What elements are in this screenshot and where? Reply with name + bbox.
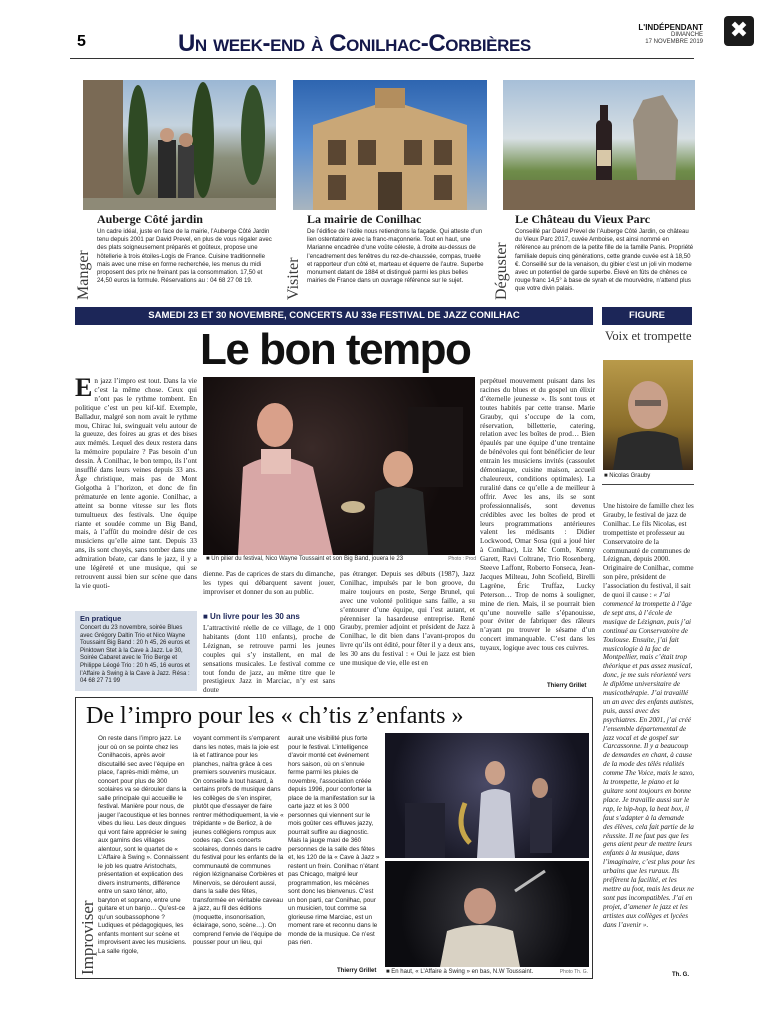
label-deguster: Déguster [493,242,510,300]
headline: Le bon tempo [200,325,471,374]
toussaint-photo [385,861,589,967]
impro-title: De l’impro pour les « ch’tis z’enfants » [86,703,464,729]
header-rule [70,58,694,59]
page-number: 5 [77,33,86,50]
chateau-title: Le Château du Vieux Parc [515,212,651,226]
figure-photo-caption: ■ Nicolas Grauby [604,473,651,479]
impro-col-2: voyant comment ils s’emparent dans les notes, mais la joie est là et l’attirance pour les planches, naîtra grâce à ces premiers souvenirs musicaux. On conseille à tout hasard, à certains profs de musique dans les collèges de s’en inspirer, plutôt que d’essayer de faire rentrer méthodiquement, la vie « trépidante » de Berlioz, à de jeunes collégiens rompus aux codes rap. Ces concerts scolaires, donnés dans le cadre du festival pour les enfants de la communauté de communes région lézignanaise Corbières et Minervois, se déroulent aussi, dans la salle des fêtes, transformée en véritable caveau à jazz, au fil des éditions (moquette, insonorisation, éclairage, sono, scène…). On comprend l’envie de l’équipe de pousser pour un lieu, qui [193,735,284,946]
impro-col-3: aurait une visibilité plus forte pour le festival. L’intelligence d’avoir monté cet événement hors saison, où on s’ennuie ferme parmi les pluies de novembre, l’association créée depuis 1996, pour conforter la place de la manifestation sur la carte jazz et les 3 000 personnes qui viennent sur le mois goûter ces effluves jazzy, pourrait suffire au diagnostic. Mais la jauge maxi de 360 personnes de la salle des fêtes et, les 120 de la « Cave à Jazz » restent un frein. Conilhac n’étant pas Chicago, malgré leur programmation, les mécènes sont donc les bienvenus. C’est un bon parti, car Conilhac, pour un musicien, tout comme sa glorieuse rime Marciac, est un moment rare et reconnu dans le monde de la musique. Ce n’est pas rien. [288,735,380,946]
figure-signature: Th. G. [672,972,689,978]
impro-photo-credit: Photo Th. G. [559,969,588,975]
figure-bar: FIGURE [602,307,692,325]
big-band-caption [206,556,476,562]
masthead-paper: L'INDÉPENDANT [638,23,703,32]
impro-col-1: On reste dans l’impro jazz. Le jour où on se pointe chez les Conilhacois, après avoir discutaillé sec avec l’équipe en place, l’après-midi même, un concert pour plus de 300 scolaires va se dérouler dans la salle principale qui accueille le festival. Manière pour nous, de jauger l’acoustique et les bonnes vibes du lieu. Les deux dingues qui vont faire apprécier le swing aux gamins des villages alentour, sont le quartet de « L’Affaire à Swing ». Connaissent le job les quatre Aristochats, présentation et explication des divers instruments, différence entre un saxo ténor, alto, baryton et soprano, entre une guitare et un banjo… Qu’est-ce qu’un soubassophone ? Ludiques et pédagogiques, les enfants montent sur scène et improvisent avec les musiciens. La salle rigole, [98,735,190,955]
nicolas-grauby-photo [603,360,693,470]
figure-text-quote: « J’ai commencé la trompette à l’âge de sept ans, à l’école de musique de Lézignan, puis j’ai continué au Conservatoire de Toulouse. Ensuite, j’ai fait musicologie à la fac de Montpellier, mais c’était trop théorique et pas assez musical, donc, je me suis réorienté vers le diplôme universitaire de musicothérapie. J’ai travaillé un an avec des enfants autistes, puis, aussi avec des psychiatres. En 2001, j’ai créé l’ensemble départemental de jazz vocal et de gospel sur Carcassonne. Il y a beaucoup de demandes en chant, à cause de la mode des télés réalités comme The Voice, mais le saxo, la trompette, le piano et la guitare sont toujours en bonne place. Je travaille aussi sur le rap, le hip-hop, la beat box, il faut s’adapter à la demande des élèves, cela fait partie de la réussite. Il ne faut pas que les gens aient peur de mettre leurs enfants à la musique, dans l’imaginaire, c’est plus pour les urbains que les ruraux. Ils préfèrent la facilité, et les mettre au foot, mais les deux ne sont pas incompatibles. J’ai en projet, d’amener le jazz et les artistes aux collèges et lycées dans l’avenir ». [603,591,695,929]
article-col-4: perpétuel mouvement puisant dans les racines du blues et du gospel un élixir d’éternelle jeunesse ». Ils sont tous et toutes habités par cette transe. Marie Grauby, qui s’occupe de la com, réservation, billetterie, catering, relation avec les boîtes de prod… Bien épaulés par une équipe d’une trentaine de bénévoles qui font bénéficier de leur entrain les musiciens invités (cassoulet démoniaque, cuisine maison, accueil chaleureux, conditions optimales). La ruralité dans ce qu’elle a de meilleur à offrir. Avec les ans, ils se sont professionnalisés, sont devenus crédibles avec les boîtes de prod et leurs programmations antérieures valent les médisants : Didier Lockwood, Omar Sosa (qui a joué hier à Conilhac), Liz Mc Comb, Kenny Garett, Ravi Coltrane, Trio Rosenberg, Steeve Laffont, Roberto Fonseca, Jean-Jacques Milteau, John Scofield, Birelli Lagrène, Éric Truffaz, Lucky Peterson… Trop de noms à souligner, mine de rien. Mais, il se pourrait bien qu’une nouvelle salle s’épanouisse, pour éviter de fabriquer des râleurs n’ayant pu trouver le sésame d’un concert immanquable. C’est dans les tuyaux, logique avec tous ces cuivres. [480,377,595,653]
label-visiter: Visiter [285,257,302,300]
article-col-2-bottom: L’attractivité réelle de ce village, de 1 000 habitants (dont 110 enfants), proche de Lézignan, se retrouve parmi les jeunes couples qui s’y installent, en mal de sensations musicales. Le festival comme ce tout fondu de jazz, au même titre que le prestigieux Jazz in Marciac, n’y est sans doute [203,624,335,695]
close-button[interactable]: ✖ [724,16,754,46]
pratique-text: Concert du 23 novembre, soirée Blues avec Grégory Daltin Trio et Nico Wayne Toussaint Big Band : 20 h 45, 26 euros et Pinktown Stet à la Cave à Jazz. Le 30, Soirée Cabaret avec le Trio Berge et Philippe Léogé Trio : 20 h 45, 16 euros et l’Affaire à Swing à la Cave à Jazz. Résa : 04 68 27 71 99 [80,625,190,685]
chateau-photo [503,80,695,210]
impro-signature: Thierry Grillet [337,968,377,974]
label-manger: Manger [75,250,92,300]
affaire-a-swing-photo [385,733,589,858]
figure-text-intro: Une histoire de famille chez les Grauby, le festival de jazz de Conilhac. Le fils Nicolas, est trompettiste et professeur au Conservatoire de la communauté de communes de Lézignan, depuis 2000. Originaire de Conilhac, comme son père, président de l’association du festival, il sait de quoi il cause : [603,502,694,600]
masthead-day: DIMANCHE [670,32,703,39]
article-dropcap: E [75,373,93,402]
auberge-title: Auberge Côté jardin [97,212,203,226]
masthead [628,24,703,45]
chateau-text: Conseillé par David Prevel de l’Auberge Côté Jardin, ce château du Vieux Parc 2017, cuvée Amboise, est ainsi nommé en référence au prénom de la petite fille de la famille Panis. Propriété familiale depuis cinq générations, cette grande cuvée est à 18,50 €. Conseillé sur de la venaison, du gibier c’est un joli vin moderne avec un potentiel de garde superbe. Élevé en fûts de chênes ce rouge franc 14,5° à base de syrah et de mourvèdre, n’attend plus que votre divin palais. [515,228,694,293]
article-col-1 [75,373,197,609]
jazz-festival-bar: SAMEDI 23 ET 30 NOVEMBRE, CONCERTS AU 33e FESTIVAL DE JAZZ CONILHAC [75,307,593,325]
article-col-3: pas étranger. Depuis ses débuts (1987), Jazz Conilhac, impulsés par le bon groove, du maire toujours en poste, Serge Brunel, qui avec une volonté politique sans faille, a su s’entourer d’une équipe, qui l’est autant, et pérenniser la hasardeuse entreprise. René Grauby, premier adjoint et président de Jazz à Conilhac, le dit bien dans l’avant-propos du livre qu’ils ont édité, pour fêter il y a deux ans, les 30 ans du festival : « Oui le jazz est bien une musique de vie, elle est en [340,570,475,668]
figure-divider [602,484,694,485]
pratique-heading: En pratique [80,614,122,623]
big-band-photo [203,377,475,555]
page-banner-title: Un week-end à Conilhac-Corbières [178,30,531,57]
article-col-2-top: dienne. Pas de caprices de stars du dimanche, les types qui débarquent savent jouer, improviser et donner du son au public. [203,570,335,596]
label-improviser: Improviser [78,900,97,975]
figure-title: Voix et trompette [605,329,692,343]
auberge-text: Un cadre idéal, juste en face de la mairie, l’Auberge Côté Jardin tenu depuis 2001 par David Prevel, en plus de vous régaler avec des plats soigneusement préparés et goûteux, propose une hôtellerie à trois étoiles-Logis de France. Cuisine traditionnelle mais avec une mise en forme recherchée, les menus du midi proposent des prix ne freinant pas la consommation. 17,50 et 24,50 euros la formule. Réservations au : 04 68 27 08 19. [97,228,272,285]
pratique-box [75,611,197,691]
article-col-1-text: n jazz l’impro est tout. Dans la vie c’est la même chose. Ceux qui n’ont pas le rythme tombent. En politique c’est un peu kif-kif. Exemple, Balladur, malgré son nom avait le rythme mou, Chirac lui, swinguait velu autour de la gueuze, des foires au gras et des bises aux mémés. Lequel des deux restera dans la mémoire populaire ? Pas besoin d’un dessin. À Conilhac, le bon tempo, ils l’ont insufflé dans leurs veines depuis 33 ans. Âge christique, mais pas de Mont Golgotha à l’horizon, et donc de fin prématurée en lente agonie. Conilhac, a atteint sa bonne vitesse sur les flots tumultueux des festivals. Une équipe riante et soudée comme un Big Band, mais, à l’affût du moindre désir de ces musiciens qu’elle aime tant. Depuis 33 ans, ils sont choyés, sans tomber dans une admiration béate, car dans le jazz, il y a une légèreté et une musique, qui se retrouvent aussi bien sur scène que dans la vie quoti- [75,377,197,590]
big-band-photo-credit: Photo : Prod [448,556,476,562]
auberge-photo [83,80,276,210]
mairie-title: La mairie de Conilhac [307,212,422,226]
masthead-date: 17 NOVEMBRE 2019 [645,38,703,45]
mairie-photo [293,80,487,210]
impro-photo-caption-text: ■ En haut, « L’Affaire à Swing » en bas, N.W Toussaint. [386,969,534,975]
article-signature: Thierry Grillet [547,683,587,689]
impro-photo-caption [386,969,588,975]
mairie-text: De l’édifice de l’édile nous retiendrons la façade. Qui atteste d’un lien ostentatoire avec la franc-maçonnerie. Tout en haut, une Marianne encadrée d’une voûte céleste, à droite au-dessus de l’encadrement des fenêtres du rez-de-chaussée, compas, truelle et rapporteur d’un côté et, marteau et équerre de l’autre. Superbe monument datant de 1884 et distingué parmi les plus belles mairies de France dans un ouvrage référence sur le sujet. [307,228,484,285]
big-band-caption-text: ■ Un pilier du festival, Nico Wayne Toussaint et son Big Band, jouera le 23 [206,556,404,562]
figure-text [603,502,695,972]
article-subhead: ■ Un livre pour les 30 ans [203,612,300,621]
